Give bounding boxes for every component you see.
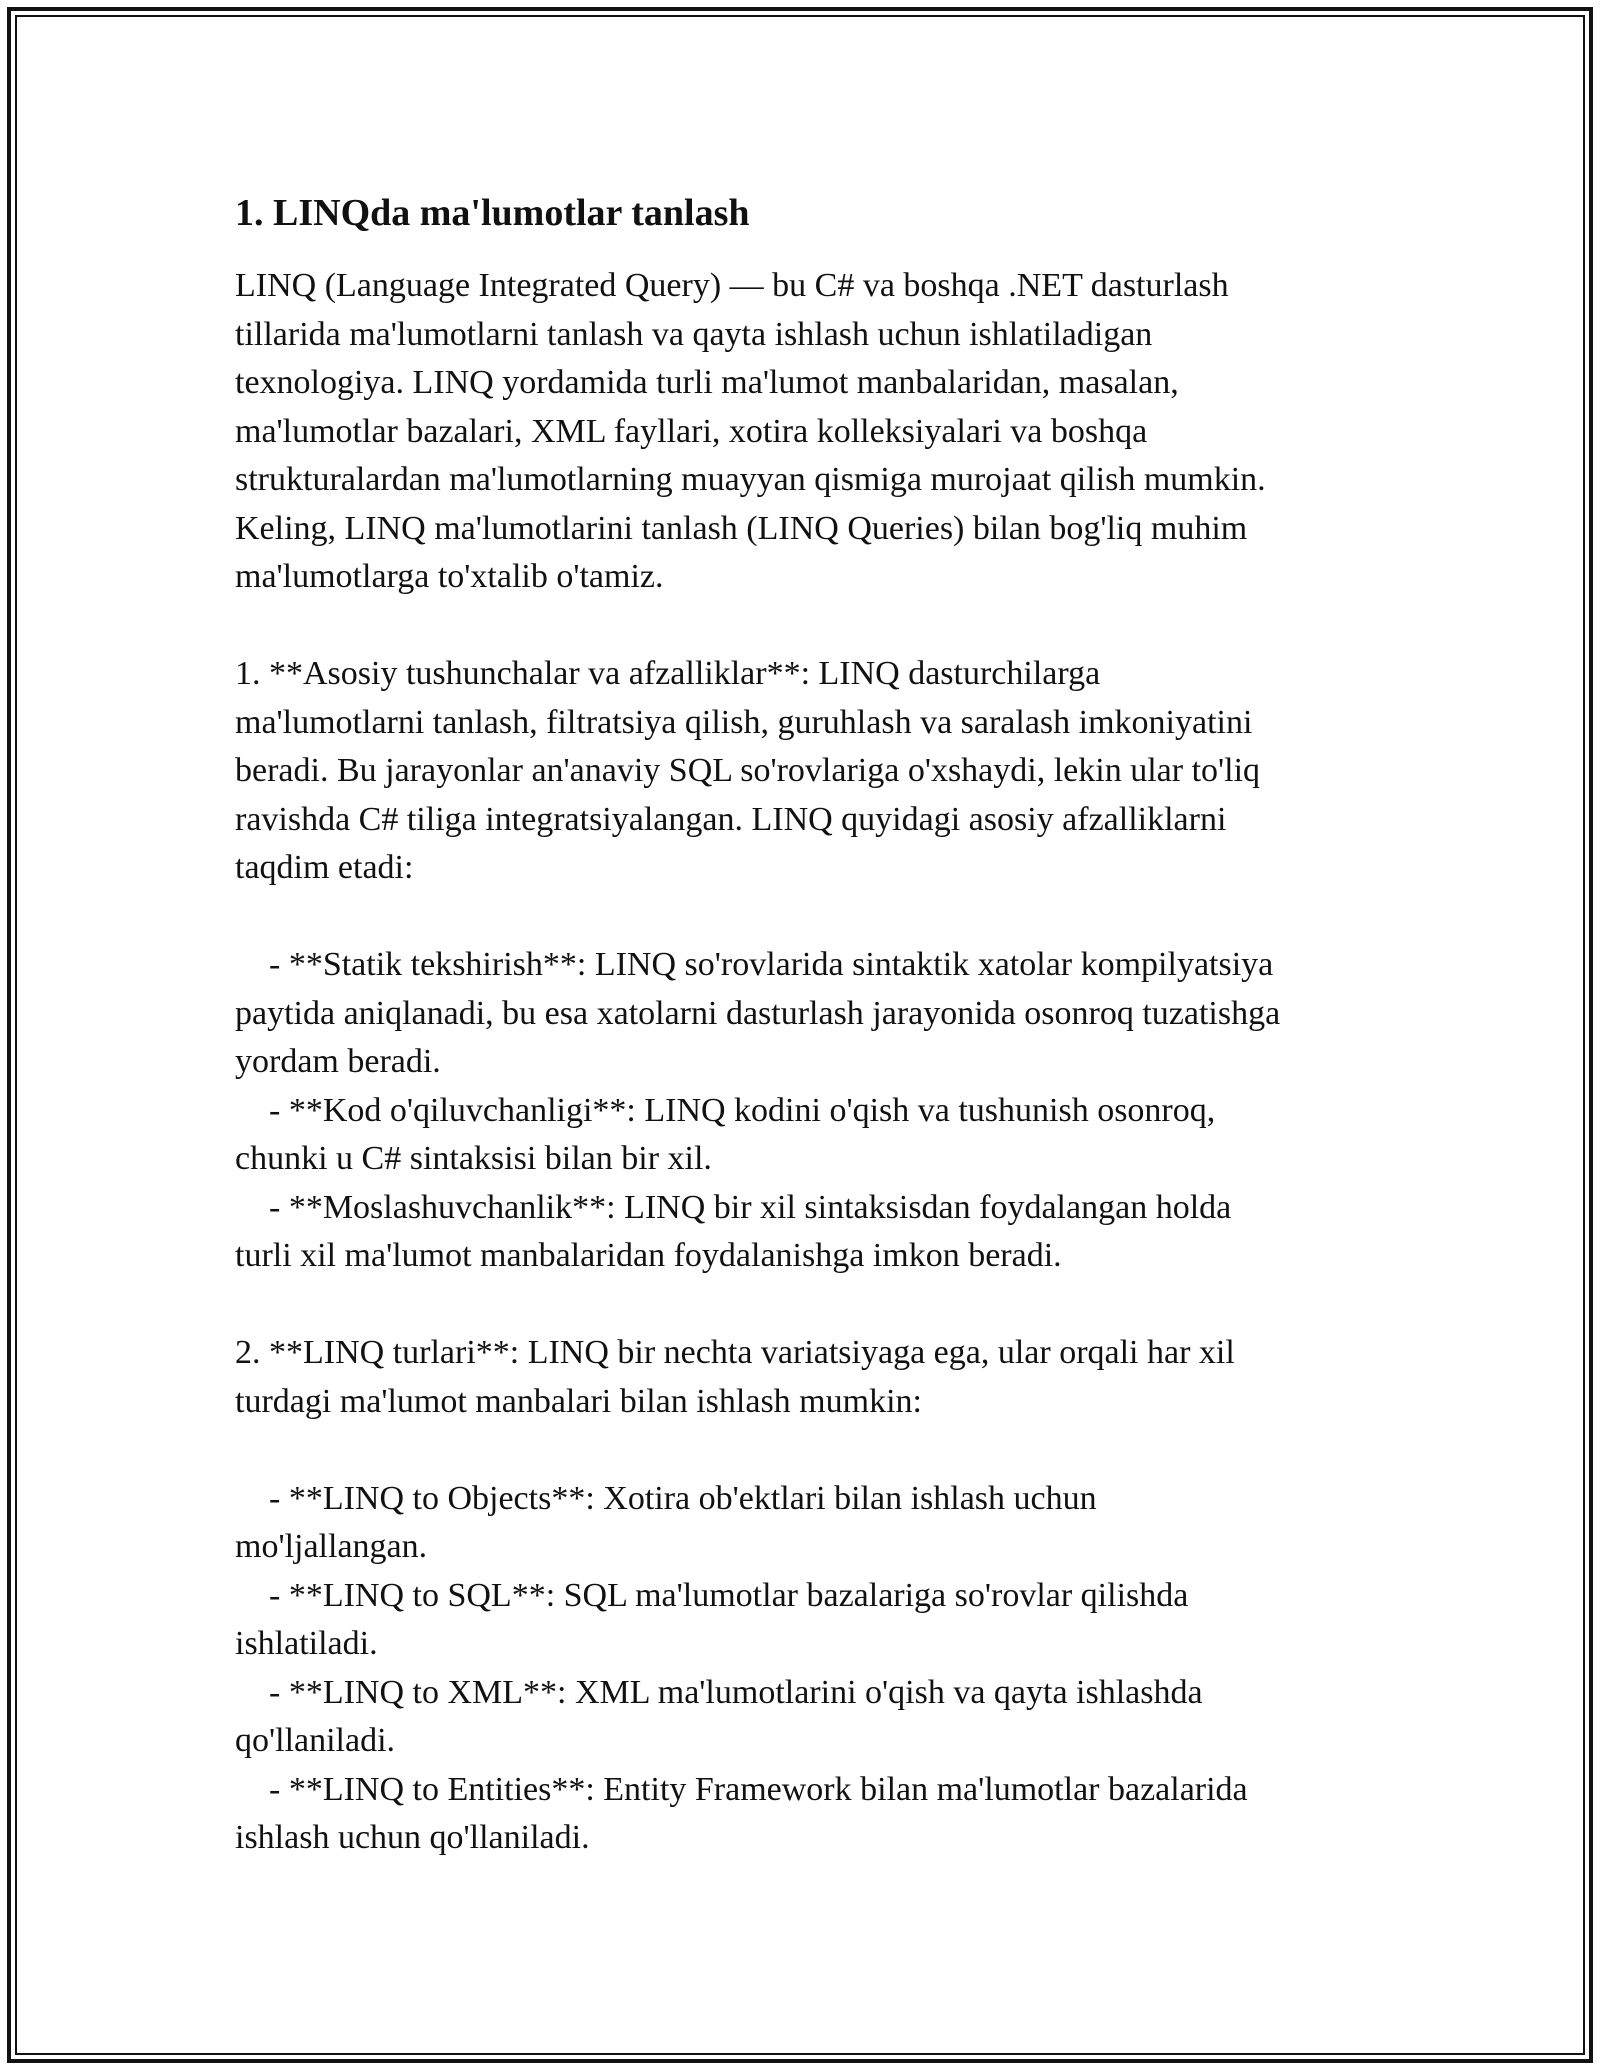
- list-item-line: - **Moslashuvchanlik**: LINQ bir xil sintaksisdan foydalangan holda: [269, 1188, 1232, 1226]
- list-item-line: ishlash uchun qo'llaniladi.: [235, 1819, 590, 1856]
- intro-line: LINQ (Language Integrated Query) — bu C# va boshqa .NET dasturlash: [235, 267, 1229, 304]
- section1-line: beradi. Bu jarayonlar an'anaviy SQL so'rovlariga o'xshaydi, lekin ular to'liq: [235, 752, 1261, 789]
- paragraph-gap: [235, 1281, 1385, 1330]
- list-item-line: qo'llaniladi.: [235, 1722, 396, 1759]
- list-item-line: turli xil ma'lumot manbalaridan foydalanishga imkon beradi.: [235, 1237, 1062, 1274]
- intro-paragraph: [235, 262, 1385, 602]
- section1-line: ma'lumotlarni tanlash, filtratsiya qilish, guruhlash va saralash imkoniyatini: [235, 703, 1253, 741]
- list-item-moslashuvchanlik: [235, 1184, 1385, 1281]
- list-item-line: ishlatiladi.: [235, 1625, 378, 1662]
- list-item-line: mo'ljallangan.: [235, 1528, 428, 1565]
- list-item-line: paytida aniqlanadi, bu esa xatolarni dasturlash jarayonida osonroq tuzatishga: [235, 994, 1281, 1032]
- section-heading: 1. LINQda ma'lumotlar tanlash: [235, 192, 750, 234]
- paragraph-gap: [235, 602, 1385, 651]
- document-body: [235, 180, 1385, 1863]
- section1-line: ravishda C# tiliga integratsiyalangan. LINQ quyidagi asosiy afzalliklarni: [235, 800, 1227, 838]
- intro-line: Keling, LINQ ma'lumotlarini tanlash (LINQ Queries) bilan bog'liq muhim: [235, 509, 1248, 547]
- section2-paragraph: [235, 1329, 1385, 1426]
- section1-line: 1. **Asosiy tushunchalar va afzalliklar**: LINQ dasturchilarga: [235, 655, 1101, 692]
- intro-line: ma'lumotlarga to'xtalib o'tamiz.: [235, 558, 664, 595]
- list-item-line: - **Kod o'qiluvchanligi**: LINQ kodini o'qish va tushunish osonroq,: [269, 1091, 1216, 1129]
- paragraph-gap: [235, 893, 1385, 942]
- section1-paragraph: [235, 650, 1385, 893]
- intro-line: strukturalardan ma'lumotlarning muayyan qismiga murojaat qilish mumkin.: [235, 461, 1266, 498]
- intro-line: texnologiya. LINQ yordamida turli ma'lumot manbalaridan, masalan,: [235, 364, 1179, 401]
- list-item-linq-objects: [235, 1475, 1385, 1572]
- list-item-line: - **LINQ to SQL**: SQL ma'lumotlar bazalariga so'rovlar qilishda: [269, 1576, 1189, 1614]
- list-item-kod: [235, 1087, 1385, 1184]
- section2-line: 2. **LINQ turlari**: LINQ bir nechta variatsiyaga ega, ular orqali har xil: [235, 1334, 1235, 1371]
- list-item-line: - **LINQ to Entities**: Entity Framework bilan ma'lumotlar bazalarida: [269, 1770, 1248, 1808]
- intro-line: tillarida ma'lumotlarni tanlash va qayta ishlash uchun ishlatiladigan: [235, 315, 1153, 353]
- list-item-statik: [235, 941, 1385, 1087]
- list-item-line: yordam beradi.: [235, 1043, 441, 1080]
- list-item-line: chunki u C# sintaksisi bilan bir xil.: [235, 1140, 712, 1177]
- intro-line: ma'lumotlar bazalari, XML fayllari, xotira kolleksiyalari va boshqa: [235, 412, 1148, 450]
- list-item-line: - **LINQ to Objects**: Xotira ob'ektlari bilan ishlash uchun: [269, 1479, 1097, 1517]
- section1-line: taqdim etadi:: [235, 849, 414, 886]
- list-item-line: - **Statik tekshirish**: LINQ so'rovlarida sintaktik xatolar kompilyatsiya: [269, 946, 1274, 983]
- section2-line: turdagi ma'lumot manbalari bilan ishlash mumkin:: [235, 1382, 922, 1420]
- list-item-linq-sql: [235, 1572, 1385, 1669]
- paragraph-gap: [235, 1426, 1385, 1475]
- list-item-linq-xml: [235, 1669, 1385, 1766]
- list-item-linq-entities: [235, 1766, 1385, 1863]
- list-item-line: - **LINQ to XML**: XML ma'lumotlarini o'qish va qayta ishlashda: [269, 1673, 1203, 1711]
